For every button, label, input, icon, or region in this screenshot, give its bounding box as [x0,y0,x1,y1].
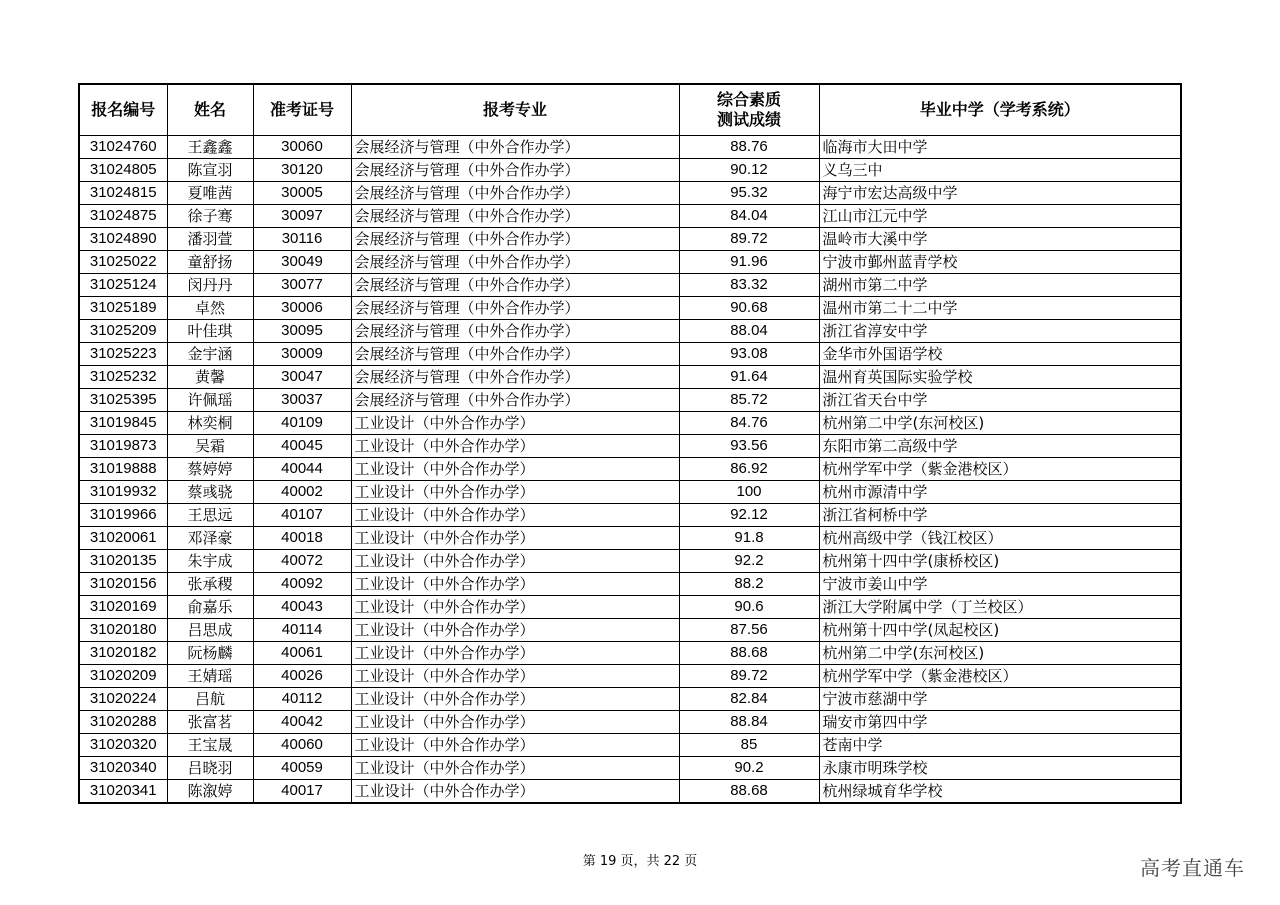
cell-name: 闵丹丹 [167,274,253,297]
cell-major: 工业设计（中外合作办学） [351,504,679,527]
cell-exam-no: 30006 [253,297,351,320]
cell-score: 87.56 [679,619,819,642]
cell-major: 会展经济与管理（中外合作办学） [351,297,679,320]
cell-name: 王思远 [167,504,253,527]
cell-name: 林奕桐 [167,412,253,435]
cell-name: 黄馨 [167,366,253,389]
cell-exam-no: 40072 [253,550,351,573]
cell-major: 会展经济与管理（中外合作办学） [351,274,679,297]
cell-name: 夏唯茜 [167,182,253,205]
cell-school: 苍南中学 [819,734,1181,757]
table-row [79,711,1181,734]
cell-major: 工业设计（中外合作办学） [351,573,679,596]
table-row [79,504,1181,527]
cell-score: 92.12 [679,504,819,527]
cell-school: 义乌三中 [819,159,1181,182]
table-row [79,159,1181,182]
cell-exam-no: 40092 [253,573,351,596]
cell-score: 88.68 [679,780,819,804]
table-row [79,458,1181,481]
header-score-line1: 综合素质 [716,90,781,109]
cell-major: 会展经济与管理（中外合作办学） [351,182,679,205]
cell-exam-no: 40045 [253,435,351,458]
cell-reg-no: 31020135 [79,550,167,573]
cell-school: 浙江省天台中学 [819,389,1181,412]
cell-name: 张富茗 [167,711,253,734]
cell-name: 朱宇成 [167,550,253,573]
cell-reg-no: 31024875 [79,205,167,228]
cell-school: 杭州第十四中学(凤起校区) [819,619,1181,642]
cell-score: 91.8 [679,527,819,550]
cell-major: 工业设计（中外合作办学） [351,481,679,504]
cell-reg-no: 31025124 [79,274,167,297]
cell-school: 杭州第二中学(东河校区) [819,642,1181,665]
cell-major: 工业设计（中外合作办学） [351,527,679,550]
table-row [79,734,1181,757]
table-row [79,366,1181,389]
cell-exam-no: 30095 [253,320,351,343]
cell-exam-no: 40026 [253,665,351,688]
cell-major: 工业设计（中外合作办学） [351,550,679,573]
cell-major: 工业设计（中外合作办学） [351,619,679,642]
table-header-row [79,84,1181,136]
cell-major: 工业设计（中外合作办学） [351,688,679,711]
cell-reg-no: 31020182 [79,642,167,665]
cell-school: 浙江大学附属中学（丁兰校区） [819,596,1181,619]
cell-exam-no: 40107 [253,504,351,527]
table-row [79,688,1181,711]
cell-reg-no: 31025395 [79,389,167,412]
table-row [79,619,1181,642]
cell-reg-no: 31025209 [79,320,167,343]
cell-name: 叶佳琪 [167,320,253,343]
table-row [79,665,1181,688]
cell-school: 杭州市源清中学 [819,481,1181,504]
cell-school: 浙江省柯桥中学 [819,504,1181,527]
cell-name: 邓泽豪 [167,527,253,550]
cell-exam-no: 40114 [253,619,351,642]
cell-major: 工业设计（中外合作办学） [351,757,679,780]
table-row [79,642,1181,665]
cell-exam-no: 30097 [253,205,351,228]
cell-major: 会展经济与管理（中外合作办学） [351,389,679,412]
header-exam-no: 准考证号 [253,84,351,136]
cell-score: 91.64 [679,366,819,389]
cell-name: 陈溆婷 [167,780,253,804]
cell-school: 杭州绿城育华学校 [819,780,1181,804]
page-footer: 第 19 页，共 22 页 [582,854,698,869]
cell-major: 会展经济与管理（中外合作办学） [351,228,679,251]
cell-exam-no: 40043 [253,596,351,619]
cell-school: 杭州第二中学(东河校区) [819,412,1181,435]
table-row [79,412,1181,435]
cell-school: 海宁市宏达高级中学 [819,182,1181,205]
cell-reg-no: 31019966 [79,504,167,527]
table-row [79,527,1181,550]
cell-name: 陈宣羽 [167,159,253,182]
cell-reg-no: 31024815 [79,182,167,205]
cell-score: 84.04 [679,205,819,228]
cell-school: 浙江省淳安中学 [819,320,1181,343]
cell-reg-no: 31020180 [79,619,167,642]
header-score-line2: 测试成绩 [716,110,781,129]
cell-reg-no: 31024890 [79,228,167,251]
cell-reg-no: 31025022 [79,251,167,274]
table-row [79,596,1181,619]
header-name: 姓名 [167,84,253,136]
cell-major: 工业设计（中外合作办学） [351,665,679,688]
table-row [79,780,1181,804]
cell-exam-no: 30047 [253,366,351,389]
header-major: 报考专业 [351,84,679,136]
cell-score: 85.72 [679,389,819,412]
cell-score: 82.84 [679,688,819,711]
cell-name: 吕晓羽 [167,757,253,780]
cell-name: 金宇涵 [167,343,253,366]
cell-major: 工业设计（中外合作办学） [351,458,679,481]
cell-school: 金华市外国语学校 [819,343,1181,366]
table-row [79,251,1181,274]
cell-major: 会展经济与管理（中外合作办学） [351,205,679,228]
cell-score: 95.32 [679,182,819,205]
cell-score: 91.96 [679,251,819,274]
cell-reg-no: 31020288 [79,711,167,734]
cell-exam-no: 30060 [253,136,351,159]
cell-exam-no: 30009 [253,343,351,366]
cell-reg-no: 31024760 [79,136,167,159]
cell-score: 90.2 [679,757,819,780]
table-row [79,320,1181,343]
cell-major: 工业设计（中外合作办学） [351,642,679,665]
cell-major: 会展经济与管理（中外合作办学） [351,159,679,182]
cell-major: 会展经济与管理（中外合作办学） [351,320,679,343]
cell-score: 83.32 [679,274,819,297]
cell-major: 工业设计（中外合作办学） [351,596,679,619]
cell-exam-no: 30037 [253,389,351,412]
cell-reg-no: 31019873 [79,435,167,458]
cell-exam-no: 30049 [253,251,351,274]
header-score [679,84,819,136]
cell-reg-no: 31019888 [79,458,167,481]
cell-score: 100 [679,481,819,504]
cell-reg-no: 31020224 [79,688,167,711]
cell-school: 杭州高级中学（钱江校区） [819,527,1181,550]
cell-score: 88.68 [679,642,819,665]
cell-school: 临海市大田中学 [819,136,1181,159]
cell-name: 许佩瑶 [167,389,253,412]
cell-reg-no: 31025223 [79,343,167,366]
cell-score: 85 [679,734,819,757]
cell-major: 会展经济与管理（中外合作办学） [351,366,679,389]
cell-school: 宁波市慈湖中学 [819,688,1181,711]
header-school: 毕业中学（学考系统） [819,84,1181,136]
cell-name: 吕航 [167,688,253,711]
cell-exam-no: 40059 [253,757,351,780]
cell-major: 会展经济与管理（中外合作办学） [351,251,679,274]
admission-score-table [78,83,1182,804]
cell-name: 童舒扬 [167,251,253,274]
cell-school: 永康市明珠学校 [819,757,1181,780]
cell-score: 92.2 [679,550,819,573]
cell-name: 王鑫鑫 [167,136,253,159]
cell-score: 84.76 [679,412,819,435]
cell-exam-no: 30116 [253,228,351,251]
cell-score: 90.12 [679,159,819,182]
cell-major: 工业设计（中外合作办学） [351,412,679,435]
cell-score: 90.6 [679,596,819,619]
cell-name: 卓然 [167,297,253,320]
cell-name: 蔡彧骁 [167,481,253,504]
cell-name: 阮杨麟 [167,642,253,665]
table-row [79,205,1181,228]
cell-reg-no: 31025189 [79,297,167,320]
watermark-logo-text: 高考直通车 [1140,856,1245,880]
cell-reg-no: 31020340 [79,757,167,780]
cell-exam-no: 40042 [253,711,351,734]
cell-score: 86.92 [679,458,819,481]
cell-score: 88.84 [679,711,819,734]
cell-school: 东阳市第二高级中学 [819,435,1181,458]
table-row [79,343,1181,366]
cell-school: 湖州市第二中学 [819,274,1181,297]
cell-reg-no: 31020061 [79,527,167,550]
table-row [79,297,1181,320]
table-body [79,136,1181,804]
cell-name: 吴霜 [167,435,253,458]
cell-school: 温岭市大溪中学 [819,228,1181,251]
cell-name: 吕思成 [167,619,253,642]
cell-score: 93.08 [679,343,819,366]
table-row [79,182,1181,205]
cell-school: 杭州第十四中学(康桥校区) [819,550,1181,573]
cell-name: 潘羽萱 [167,228,253,251]
cell-reg-no: 31020320 [79,734,167,757]
cell-major: 工业设计（中外合作办学） [351,734,679,757]
cell-reg-no: 31019845 [79,412,167,435]
cell-major: 工业设计（中外合作办学） [351,435,679,458]
cell-score: 89.72 [679,665,819,688]
cell-school: 宁波市姜山中学 [819,573,1181,596]
cell-exam-no: 40018 [253,527,351,550]
cell-school: 江山市江元中学 [819,205,1181,228]
cell-score: 93.56 [679,435,819,458]
cell-major: 工业设计（中外合作办学） [351,711,679,734]
cell-reg-no: 31020209 [79,665,167,688]
cell-score: 88.04 [679,320,819,343]
cell-exam-no: 40112 [253,688,351,711]
cell-name: 蔡婷婷 [167,458,253,481]
header-reg-no: 报名编号 [79,84,167,136]
table-row [79,481,1181,504]
cell-reg-no: 31020169 [79,596,167,619]
cell-exam-no: 40061 [253,642,351,665]
cell-reg-no: 31025232 [79,366,167,389]
cell-reg-no: 31019932 [79,481,167,504]
cell-major: 会展经济与管理（中外合作办学） [351,343,679,366]
cell-school: 宁波市鄞州蓝青学校 [819,251,1181,274]
table-row [79,136,1181,159]
cell-exam-no: 40060 [253,734,351,757]
cell-major: 会展经济与管理（中外合作办学） [351,136,679,159]
cell-reg-no: 31024805 [79,159,167,182]
table-row [79,274,1181,297]
table-row [79,757,1181,780]
cell-name: 俞嘉乐 [167,596,253,619]
cell-exam-no: 30120 [253,159,351,182]
cell-score: 90.68 [679,297,819,320]
table-row [79,389,1181,412]
cell-name: 王宝晟 [167,734,253,757]
cell-name: 王婧瑶 [167,665,253,688]
table-row [79,435,1181,458]
cell-name: 张承稷 [167,573,253,596]
cell-exam-no: 30077 [253,274,351,297]
cell-score: 89.72 [679,228,819,251]
cell-exam-no: 30005 [253,182,351,205]
cell-score: 88.2 [679,573,819,596]
cell-name: 徐子骞 [167,205,253,228]
cell-school: 温州市第二十二中学 [819,297,1181,320]
cell-school: 杭州学军中学（紫金港校区） [819,458,1181,481]
cell-exam-no: 40044 [253,458,351,481]
cell-school: 杭州学军中学（紫金港校区） [819,665,1181,688]
cell-reg-no: 31020341 [79,780,167,804]
cell-school: 温州育英国际实验学校 [819,366,1181,389]
cell-exam-no: 40002 [253,481,351,504]
table-row [79,573,1181,596]
cell-exam-no: 40017 [253,780,351,804]
cell-score: 88.76 [679,136,819,159]
cell-school: 瑞安市第四中学 [819,711,1181,734]
cell-reg-no: 31020156 [79,573,167,596]
cell-exam-no: 40109 [253,412,351,435]
table-row [79,550,1181,573]
cell-major: 工业设计（中外合作办学） [351,780,679,804]
table-row [79,228,1181,251]
